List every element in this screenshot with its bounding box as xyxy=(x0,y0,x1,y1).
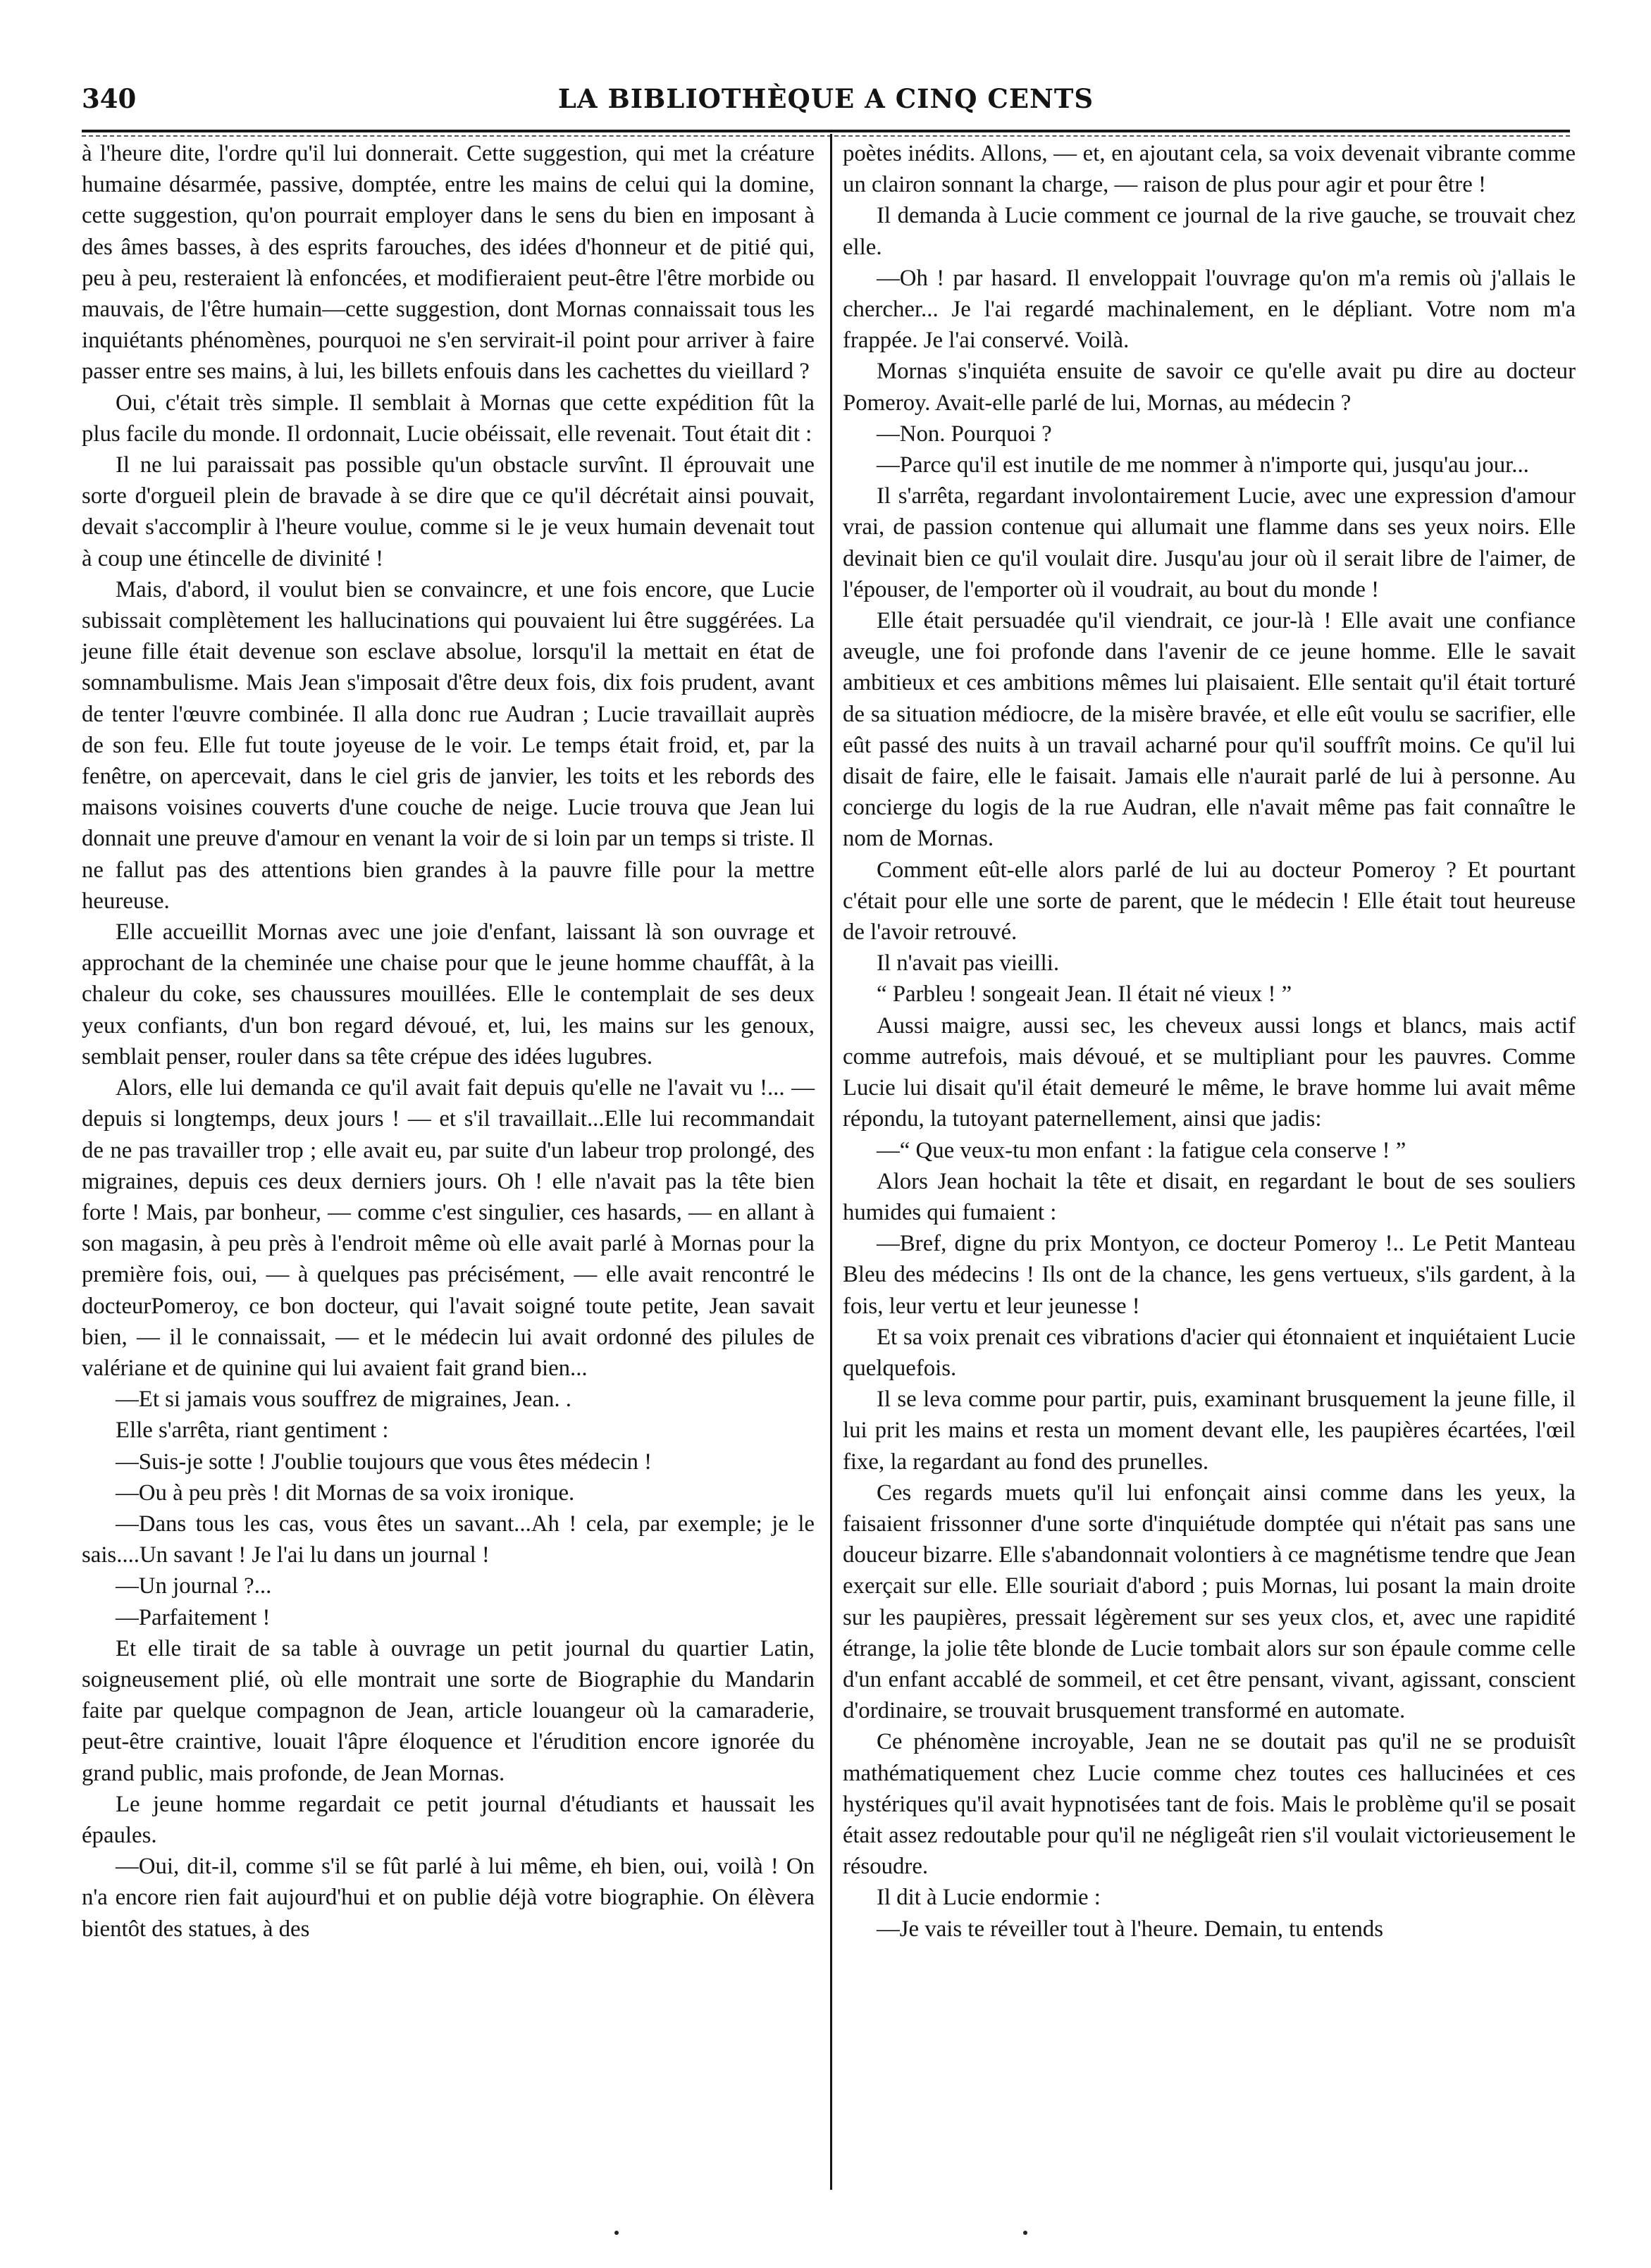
paragraph: Elle accueillit Mornas avec une joie d'enfant, laissant là son ouvrage et approchant de la cheminée une chaise pour que le jeune homme chauffât, à la chaleur du coke, ses chaussures mouillées. Elle le contemplait de ses deux yeux confiants, d'un bon regard dévoué, et, lui, les mains sur les genoux, semblait penser, rouler dans sa tête crépue des idées lugubres. xyxy=(82,919,815,1070)
paragraph: Alors Jean hochait la tête et disait, en regardant le bout de ses souliers humides qui fumaient : xyxy=(843,1168,1576,1225)
paragraph: Il s'arrêta, regardant involontairement Lucie, avec une expression d'amour vrai, de passion contenue qui allumait une flamme dans ses yeux noirs. Elle devinait bien ce qu'il voulait dire. Jusqu'au jour où il serait libre de l'aimer, de l'épouser, de l'emporter où il voudrait, au bout du monde ! xyxy=(843,483,1576,602)
paragraph: —“ Que veux-tu mon enfant : la fatigue cela conserve ! ” xyxy=(877,1137,1406,1163)
page-header xyxy=(82,83,1570,125)
paragraph: Il dit à Lucie endormie : xyxy=(877,1885,1101,1911)
left-column xyxy=(82,138,815,1945)
paragraph: Il se leva comme pour partir, puis, examinant brusquement la jeune fille, il lui prit les mains et resta un moment devant elle, les paupières écartées, l'œil fixe, la regardant au fond des prunelles. xyxy=(843,1387,1576,1475)
paragraph: Mais, d'abord, il voulut bien se convaincre, et une fois encore, que Lucie subissait complètement les hallucinations qui pouvaient lui être suggérées. La jeune fille était devenue son esclave absolue, lorsqu'il la mettait en état de somnambulisme. Mais Jean s'imposait d'être deux fois, dix fois prudent, avant de tenter l'œuvre combinée. Il alla donc rue Audran ; Lucie travaillait auprès de son feu. Elle fut toute joyeuse de le voir. Le temps était froid, et, par la fenêtre, on apercevait, dans le ciel gris de janvier, les toits et les rebords des maisons voisines couverts d'une couche de neige. Lucie trouva que Jean lui donnait une preuve d'amour en venant la voir de si loin par un temps si triste. Il ne fallut pas des attentions bien grandes à la pauvre fille pour la mettre heureuse. xyxy=(82,576,815,914)
paragraph: —Ou à peu près ! dit Mornas de sa voix ironique. xyxy=(116,1480,575,1506)
paragraph: Ce phénomène incroyable, Jean ne se doutait pas qu'il ne se produisît mathématiquement chez Lucie comme chez toutes ces hallucinées et ces hystériques qu'il avait hypnotisées tant de fois. Mais le problème qu'il se posait était assez redoutable pour qu'il ne négligeât rien s'il voulait victorieusement le résoudre. xyxy=(843,1729,1576,1880)
paragraph: —Et si jamais vous souffrez de migraines, Jean. . xyxy=(116,1387,571,1413)
paragraph: —Parfaitement ! xyxy=(116,1604,271,1630)
paragraph: Elle s'arrêta, riant gentiment : xyxy=(116,1418,389,1444)
paragraph: Et sa voix prenait ces vibrations d'acier qui étonnaient et inquiétaient Lucie quelquefois. xyxy=(843,1324,1576,1381)
paragraph: Il demanda à Lucie comment ce journal de la rive gauche, se trouvait chez elle. xyxy=(843,203,1576,260)
paragraph: Le jeune homme regardait ce petit journal d'étudiants et haussait les épaules. xyxy=(82,1791,815,1848)
paragraph: Il n'avait pas vieilli. xyxy=(877,950,1060,977)
paragraph: Aussi maigre, aussi sec, les cheveux aussi longs et blancs, mais actif comme autrefois, mais dévoué, et se multipliant pour les pauvres. Comme Lucie lui disait qu'il était demeuré le même, le brave homme lui avait même répondu, la tutoyant paternellement, ainsi que jadis: xyxy=(843,1012,1576,1132)
paragraph: à l'heure dite, l'ordre qu'il lui donnerait. Cette suggestion, qui met la créature humaine désarmée, passive, domptée, entre les mains de celui qui la domine, cette suggestion, qu'on pourrait employer dans le sens du bien en imposant à des âmes basses, à des esprits farouches, des idées d'honneur et de pitié qui, peu à peu, resteraient là enfoncées, et modifieraient peut-être l'être morbide ou mauvais, de l'être humain—cette suggestion, dont Mornas connaissait tous les inquiétants phénomènes, pourquoi ne s'en servirait-il point pour arriver à faire passer entre ses mains, à lui, les billets enfouis dans les cachettes du vieillard ? xyxy=(82,141,815,385)
paragraph: Elle était persuadée qu'il viendrait, ce jour-là ! Elle avait une confiance aveugle, une foi profonde dans l'avenir de ce jeune homme. Elle le savait ambitieux et ces ambitions mêmes lui plaisaient. Elle sentait qu'il était torturé de sa situation médiocre, de la misère bravée, et elle eût voulu se sacrifier, elle eût passé des nuits à un travail acharné pour qu'il souffrît moins. Ce qu'il lui disait de faire, elle le faisait. Jamais elle n'aurait parlé de lui à personne. Au concierge du logis de la rue Audran, elle n'avait même pas fait connaître le nom de Mornas. xyxy=(843,608,1576,852)
column-divider xyxy=(830,134,832,2190)
paragraph: —Suis-je sotte ! J'oublie toujours que vous êtes médecin ! xyxy=(116,1449,653,1475)
paragraph: —Dans tous les cas, vous êtes un savant...Ah ! cela, par exemple; je le sais....Un savant ! Je l'ai lu dans un journal ! xyxy=(82,1511,815,1568)
footer-dot xyxy=(1023,2231,1027,2235)
paragraph: Il ne lui paraissait pas possible qu'un obstacle survînt. Il éprouvait une sorte d'orgueil plein de bravade à se dire que ce qu'il décrétait ainsi pouvait, devait s'accomplir à l'heure voulue, comme si le je veux humain devenait tout à coup une étincelle de divinité ! xyxy=(82,452,815,571)
paragraph: Mornas s'inquiéta ensuite de savoir ce qu'elle avait pu dire au docteur Pomeroy. Avait-elle parlé de lui, Mornas, au médecin ? xyxy=(843,359,1576,416)
paragraph: Comment eût-elle alors parlé de lui au docteur Pomeroy ? Et pourtant c'était pour elle une sorte de parent, que le médecin ! Elle était tout heureuse de l'avoir retrouvé. xyxy=(843,857,1576,946)
page-number: 340 xyxy=(82,83,137,114)
paragraph: —Non. Pourquoi ? xyxy=(877,421,1052,447)
paragraph: Alors, elle lui demanda ce qu'il avait fait depuis qu'elle ne l'avait vu !... — depuis si longtemps, deux jours ! — et s'il travaillait...Elle lui recommandait de ne pas travailler trop ; elle avait eu, par suite d'un labeur trop prolongé, des migraines, depuis ces deux derniers jours. Oh ! elle n'avait pas la tête bien forte ! Mais, par bonheur, — comme c'est singulier, ces hasards, — en allant à son magasin, à peu près à l'endroit même où elle avait parlé à Mornas pour la première fois, oui, — à quelques pas précisément, — elle avait rencontré le docteurPomeroy, ce bon docteur, qui l'avait soigné toute petite, Jean savait bien, — il le connaissait, — et le médecin lui avait ordonné des pilules de valériane et de quinine qui lui avaient fait grand bien... xyxy=(82,1075,815,1381)
paragraph: —Bref, digne du prix Montyon, ce docteur Pomeroy !.. Le Petit Manteau Bleu des médecins ! Ils ont de la chance, les gens vertueux, s'ils gardent, à la fois, leur vertu et leur jeunesse ! xyxy=(843,1231,1576,1319)
paragraph: —Je vais te réveiller tout à l'heure. Demain, tu entends xyxy=(877,1916,1384,1942)
footer-dot xyxy=(614,2231,619,2235)
paragraph: Ces regards muets qu'il lui enfonçait ainsi comme dans les yeux, la faisaient frissonner d'une sorte d'inquiétude domptée qui n'était pas sans une douceur bizarre. Elle s'abandonnait volontiers à ce magnétisme tendre que Jean exerçait sur elle. Elle souriait d'abord ; puis Mornas, lui posant la main droite sur les paupières, pressait légèrement sur ses yeux clos, et, avec une rapidité étrange, la jolie tête blonde de Lucie tombait alors sur son épaule comme celle d'un enfant accablé de sommeil, et cet être pensant, vivant, agissant, conscient d'ordinaire, se trouvait brusquement transformé en automate. xyxy=(843,1480,1576,1724)
paragraph: poètes inédits. Allons, — et, en ajoutant cela, sa voix devenait vibrante comme un clairon sonnant la charge, — raison de plus pour agir et pour être ! xyxy=(843,141,1576,198)
header-rule-dashed xyxy=(82,135,1570,137)
right-column xyxy=(843,138,1576,1945)
paragraph: Et elle tirait de sa table à ouvrage un petit journal du quartier Latin, soigneusement plié, où elle montrait une sorte de Biographie du Mandarin faite par quelque compagnon de Jean, article louangeur où la camaraderie, peut-être craintive, louait l'âpre éloquence et l'érudition encore ignorée du grand public, mais profonde, de Jean Mornas. xyxy=(82,1635,815,1786)
paragraph: —Un journal ?... xyxy=(116,1573,272,1599)
paragraph: —Oh ! par hasard. Il enveloppait l'ouvrage qu'on m'a remis où j'allais le chercher... Je l'ai regardé machinalement, en le dépliant. Votre nom m'a frappée. Je l'ai conservé. Voilà. xyxy=(843,265,1576,354)
header-rule xyxy=(82,130,1570,132)
paragraph: —Parce qu'il est inutile de me nommer à n'importe qui, jusqu'au jour... xyxy=(877,452,1529,478)
running-title: LA BIBLIOTHÈQUE A CINQ CENTS xyxy=(557,83,1094,114)
paragraph: —Oui, dit-il, comme s'il se fût parlé à lui même, eh bien, oui, voilà ! On n'a encore rien fait aujourd'hui et on publie déjà votre biographie. On élèvera bientôt des statues, à des xyxy=(82,1854,815,1942)
paragraph: Oui, c'était très simple. Il semblait à Mornas que cette expédition fût la plus facile du monde. Il ordonnait, Lucie obéissait, elle revenait. Tout était dit : xyxy=(82,390,815,447)
paragraph: “ Parbleu ! songeait Jean. Il était né vieux ! ” xyxy=(877,981,1292,1008)
